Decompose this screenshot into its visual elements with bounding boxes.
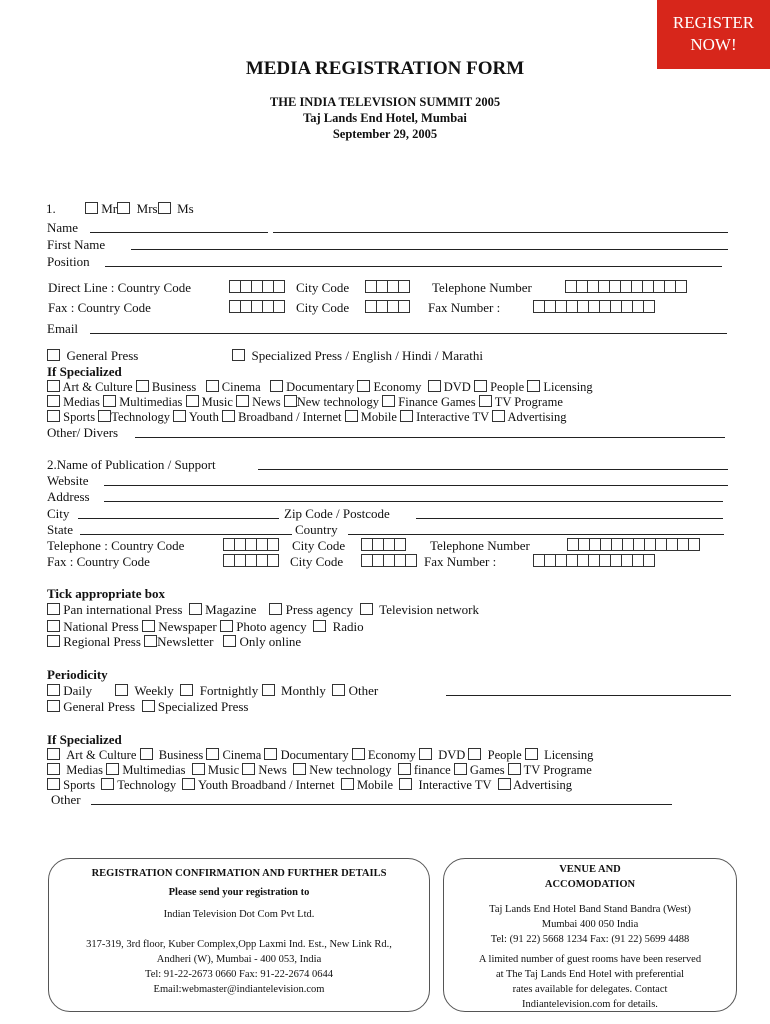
news-2-checkbox[interactable] [242, 763, 255, 775]
advertising-2-checkbox[interactable] [498, 778, 511, 790]
position-label: Position [47, 254, 90, 269]
licensing-2-checkbox[interactable] [525, 748, 538, 760]
interactive-tv-2-checkbox[interactable] [399, 778, 412, 790]
option-label: Art & Culture [66, 748, 137, 762]
economy-2-checkbox[interactable] [352, 748, 365, 760]
business-2-checkbox[interactable] [140, 748, 153, 760]
mrs-label: Mrs [136, 201, 158, 216]
venue-address-1: Taj Lands End Hotel Band Stand Bandra (West) [489, 904, 691, 915]
option-label: Youth Broadband / Internet [198, 778, 335, 792]
periodicity-row-1 [47, 684, 378, 697]
venue-note-3: rates available for delegates. Contact [512, 984, 668, 995]
monthly-checkbox[interactable] [262, 684, 275, 696]
publication-field[interactable] [258, 469, 728, 470]
option-label: TV Programe [523, 763, 592, 777]
tick-heading: Tick appropriate box [47, 586, 165, 601]
mrs-checkbox[interactable] [117, 202, 130, 214]
website-field[interactable] [104, 485, 728, 486]
city-label: City [47, 506, 70, 521]
option-label: Music [207, 763, 240, 777]
other-divers-field[interactable] [135, 437, 725, 438]
option-label: News [252, 395, 281, 409]
option-label: Other [348, 683, 379, 698]
dvd-checkbox[interactable] [428, 380, 441, 392]
telephone-number-label: Telephone Number [432, 280, 532, 295]
option-label: Broadband / Internet [238, 410, 342, 424]
venue-title-1: VENUE AND [559, 864, 621, 875]
option-label: Pan international Press [63, 602, 183, 617]
press-agency-checkbox[interactable] [269, 603, 282, 615]
medias-checkbox[interactable] [47, 395, 60, 407]
option-label: Cinema [221, 380, 261, 394]
fax-city-code-label-2: City Code [290, 554, 344, 569]
mr-label: Mr [101, 201, 118, 216]
broadband-checkbox[interactable] [222, 410, 235, 422]
general-press-option [47, 349, 138, 362]
registration-address-1: 317-319, 3rd floor, Kuber Complex,Opp Laxmi Ind. Est., New Link Rd., [86, 939, 392, 950]
option-label: New technology [309, 763, 392, 777]
option-label: Advertising [513, 778, 573, 792]
option-label: New technology [296, 395, 380, 409]
option-label: Documentary [286, 380, 355, 394]
fax-label: Fax : Country Code [48, 300, 151, 315]
address-label: Address [47, 489, 90, 504]
multimedias-checkbox[interactable] [103, 395, 116, 407]
fax-label-2: Fax : Country Code [47, 554, 150, 569]
specialized-press-option [232, 349, 483, 362]
option-label: Weekly [134, 683, 174, 698]
specialized-row-2 [47, 395, 563, 409]
people-checkbox[interactable] [474, 380, 487, 392]
option-label: Sports [63, 410, 96, 424]
fax-country-code-boxes-2[interactable] [224, 554, 279, 567]
direct-city-code-label: City Code [296, 280, 350, 295]
documentary-2-checkbox[interactable] [264, 748, 277, 760]
licensing-checkbox[interactable] [527, 380, 540, 392]
art-culture-2-checkbox[interactable] [47, 748, 60, 760]
option-label: Regional Press [63, 634, 141, 649]
finance-2-checkbox[interactable] [398, 763, 411, 775]
option-label: Mobile [356, 778, 394, 792]
national-press-checkbox[interactable] [47, 620, 60, 632]
email-field[interactable] [90, 333, 727, 334]
telephone-city-code-label: City Code [292, 538, 346, 553]
economy-checkbox[interactable] [357, 380, 370, 392]
event-name: THE INDIA TELEVISION SUMMIT 2005 [269, 95, 501, 109]
specialized2-row-1 [47, 748, 593, 762]
medias-2-checkbox[interactable] [47, 763, 60, 775]
first-name-field[interactable] [131, 249, 728, 250]
country-label: Country [295, 522, 338, 537]
option-label: Business [151, 380, 197, 394]
if-specialized-heading: If Specialized [47, 364, 122, 379]
option-label: Newspaper [158, 619, 217, 634]
news-checkbox[interactable] [236, 395, 249, 407]
registration-company: Indian Television Dot Com Pvt Ltd. [163, 909, 315, 920]
option-label: Advertising [507, 410, 567, 424]
option-label: National Press [63, 619, 139, 634]
other-label-2: Other [51, 792, 81, 807]
page-title: MEDIA REGISTRATION FORM [245, 58, 525, 79]
games-2-checkbox[interactable] [454, 763, 467, 775]
mobile-2-checkbox[interactable] [341, 778, 354, 790]
position-field[interactable] [105, 266, 722, 267]
option-label: DVD [438, 748, 466, 762]
specialized-row-1 [47, 380, 593, 394]
venue-note-2: at The Taj Lands End Hotel with preferential [495, 969, 685, 980]
telephone-number-boxes[interactable] [566, 280, 687, 293]
venue-title-2: ACCOMODATION [544, 879, 636, 890]
people-2-checkbox[interactable] [468, 748, 481, 760]
mobile-checkbox[interactable] [345, 410, 358, 422]
option-label: Cinema [222, 748, 262, 762]
tick-row-2 [47, 620, 364, 633]
option-label: Specialized Press [157, 699, 249, 714]
option-label: News [258, 763, 287, 777]
name-field-title[interactable] [90, 232, 268, 233]
other-divers-label: Other/ Divers [47, 425, 119, 440]
advertising-checkbox[interactable] [492, 410, 505, 422]
fax-number-boxes[interactable] [534, 300, 655, 313]
register-now-button[interactable]: REGISTER NOW! [657, 0, 770, 69]
fax-city-code-label: City Code [296, 300, 350, 315]
option-label: Press agency [285, 602, 354, 617]
ms-checkbox[interactable] [158, 202, 171, 214]
option-label: Mobile [360, 410, 397, 424]
option-label: Television network [379, 602, 480, 617]
option-label: Finance Games [398, 395, 476, 409]
zip-field[interactable] [416, 518, 723, 519]
if-specialized-heading-2: If Specialized [47, 732, 122, 747]
newspaper-checkbox[interactable] [142, 620, 155, 632]
specialized2-row-2 [47, 763, 592, 777]
specialized-press-2-checkbox[interactable] [142, 700, 155, 712]
registration-email[interactable]: Email:webmaster@indiantelevision.com [153, 984, 325, 995]
ms-label: Ms [177, 201, 194, 216]
tick-row-1 [47, 603, 479, 616]
option-label: Economy [367, 748, 416, 762]
technology-checkbox[interactable] [98, 410, 111, 422]
telephone-label: Telephone : Country Code [47, 538, 185, 553]
option-label: Documentary [280, 748, 349, 762]
option-label: Multimedias [122, 763, 186, 777]
option-label: Newsletter [157, 634, 214, 649]
other-field-2[interactable] [91, 804, 672, 805]
section-1-number: 1. [46, 201, 56, 216]
option-label: TV Programe [494, 395, 563, 409]
address-field[interactable] [104, 501, 723, 502]
option-label: People [490, 380, 525, 394]
option-label: Sports [63, 778, 96, 792]
option-label: Photo agency [236, 619, 307, 634]
option-label: Economy [373, 380, 422, 394]
magazine-checkbox[interactable] [189, 603, 202, 615]
registration-panel [48, 858, 430, 1012]
first-name-label: First Name [47, 237, 106, 252]
radio-checkbox[interactable] [313, 620, 326, 632]
email-label: Email [47, 321, 79, 336]
specialized2-row-3 [47, 778, 572, 792]
zip-label: Zip Code / Postcode [284, 506, 390, 521]
music-checkbox[interactable] [186, 395, 199, 407]
daily-checkbox[interactable] [47, 684, 60, 696]
option-label: Technology [117, 778, 177, 792]
venue-panel [443, 858, 737, 1012]
option-label: Music [201, 395, 233, 409]
option-label: Business [158, 748, 204, 762]
option-label: General Press [63, 699, 136, 714]
sports-2-checkbox[interactable] [47, 778, 60, 790]
television-network-checkbox[interactable] [360, 603, 373, 615]
art-culture-checkbox[interactable] [47, 380, 60, 392]
option-label: Multimedias [119, 395, 183, 409]
tv-programe-checkbox[interactable] [479, 395, 492, 407]
sports-checkbox[interactable] [47, 410, 60, 422]
telephone-country-code-boxes[interactable] [224, 538, 279, 551]
tv-programe-2-checkbox[interactable] [508, 763, 521, 775]
direct-country-code-boxes[interactable] [230, 280, 285, 293]
registration-address-2: Andheri (W), Mumbai - 400 053, India [156, 954, 322, 965]
option-label: Monthly [281, 683, 326, 698]
option-label: Games [469, 763, 505, 777]
cinema-2-checkbox[interactable] [206, 748, 219, 760]
music-2-checkbox[interactable] [192, 763, 205, 775]
dvd-2-checkbox[interactable] [419, 748, 432, 760]
general-press-label: General Press [66, 348, 139, 363]
newsletter-checkbox[interactable] [144, 635, 157, 647]
periodicity-row-2 [47, 700, 248, 713]
mr-checkbox[interactable] [85, 202, 98, 214]
new-technology-checkbox[interactable] [284, 395, 297, 407]
option-label: Fortnightly [199, 683, 259, 698]
fax-city-code-boxes-2[interactable] [362, 554, 417, 567]
youth-broadband-2-checkbox[interactable] [182, 778, 195, 790]
name-field[interactable] [273, 232, 728, 233]
only-online-checkbox[interactable] [223, 635, 236, 647]
venue-note-1: A limited number of guest rooms have been reserved [478, 954, 702, 965]
name-label: Name [47, 220, 79, 235]
periodicity-heading: Periodicity [47, 667, 108, 682]
multimedias-2-checkbox[interactable] [106, 763, 119, 775]
fax-number-label: Fax Number : [428, 300, 501, 315]
fax-country-code-boxes[interactable] [230, 300, 285, 313]
venue-tel: Tel: (91 22) 5668 1234 Fax: (91 22) 5699 4488 [490, 934, 690, 945]
option-label: Medias [63, 395, 100, 409]
option-label: Licensing [543, 380, 593, 394]
option-label: Youth [188, 410, 219, 424]
state-label: State [47, 522, 73, 537]
event-venue: Taj Lands End Hotel, Mumbai [303, 111, 467, 125]
direct-city-code-boxes[interactable] [366, 280, 410, 293]
telephone-city-code-boxes[interactable] [362, 538, 406, 551]
publication-label: 2.Name of Publication / Support [47, 457, 216, 472]
business-checkbox[interactable] [136, 380, 149, 392]
registration-title: REGISTRATION CONFIRMATION AND FURTHER DETAILS [91, 868, 387, 879]
option-label: Radio [332, 619, 364, 634]
option-label: Licensing [544, 748, 594, 762]
general-press-checkbox[interactable] [47, 349, 60, 361]
venue-note-4: Indiantelevision.com for details. [522, 999, 658, 1010]
city-field[interactable] [78, 518, 279, 519]
state-field[interactable] [80, 534, 292, 535]
new-technology-2-checkbox[interactable] [293, 763, 306, 775]
weekly-checkbox[interactable] [115, 684, 128, 696]
pan-international-press-checkbox[interactable] [47, 603, 60, 615]
fax-number-boxes-2[interactable] [534, 554, 655, 567]
salutation-row [85, 202, 194, 215]
youth-checkbox[interactable] [173, 410, 186, 422]
registration-tel: Tel: 91-22-2673 0660 Fax: 91-22-2674 0644 [145, 969, 333, 980]
technology-2-checkbox[interactable] [101, 778, 114, 790]
specialized-press-label: Specialized Press / English / Hindi / Marathi [251, 348, 483, 363]
fax-number-label-2: Fax Number : [424, 554, 497, 569]
other-period-field[interactable] [446, 695, 731, 696]
option-label: Art & Culture [62, 380, 133, 394]
option-label: Technology [111, 410, 171, 424]
direct-line-label: Direct Line : Country Code [48, 280, 191, 295]
specialized-row-3 [47, 410, 567, 424]
option-label: Interactive TV [416, 410, 489, 424]
option-label: Interactive TV [418, 778, 492, 792]
telephone-number-label-2: Telephone Number [430, 538, 530, 553]
tick-row-3 [47, 635, 301, 648]
fax-city-code-boxes[interactable] [366, 300, 410, 313]
option-label: Only online [239, 634, 302, 649]
photo-agency-checkbox[interactable] [220, 620, 233, 632]
event-date: September 29, 2005 [332, 127, 438, 141]
regional-press-checkbox[interactable] [47, 635, 60, 647]
telephone-number-boxes-2[interactable] [568, 538, 700, 551]
documentary-checkbox[interactable] [270, 380, 283, 392]
option-label: Medias [66, 763, 104, 777]
interactive-tv-checkbox[interactable] [400, 410, 413, 422]
option-label: DVD [443, 380, 471, 394]
option-label: People [487, 748, 522, 762]
country-field[interactable] [348, 534, 724, 535]
specialized-press-checkbox[interactable] [232, 349, 245, 361]
website-label: Website [47, 473, 89, 488]
option-label: Magazine [205, 602, 257, 617]
option-label: finance [413, 763, 451, 777]
venue-address-2: Mumbai 400 050 India [541, 919, 639, 930]
cinema-checkbox[interactable] [206, 380, 219, 392]
general-press-2-checkbox[interactable] [47, 700, 60, 712]
registration-send: Please send your registration to [168, 887, 310, 898]
fortnightly-checkbox[interactable] [180, 684, 193, 696]
other-period-checkbox[interactable] [332, 684, 345, 696]
finance-games-checkbox[interactable] [382, 395, 395, 407]
option-label: Daily [63, 683, 93, 698]
